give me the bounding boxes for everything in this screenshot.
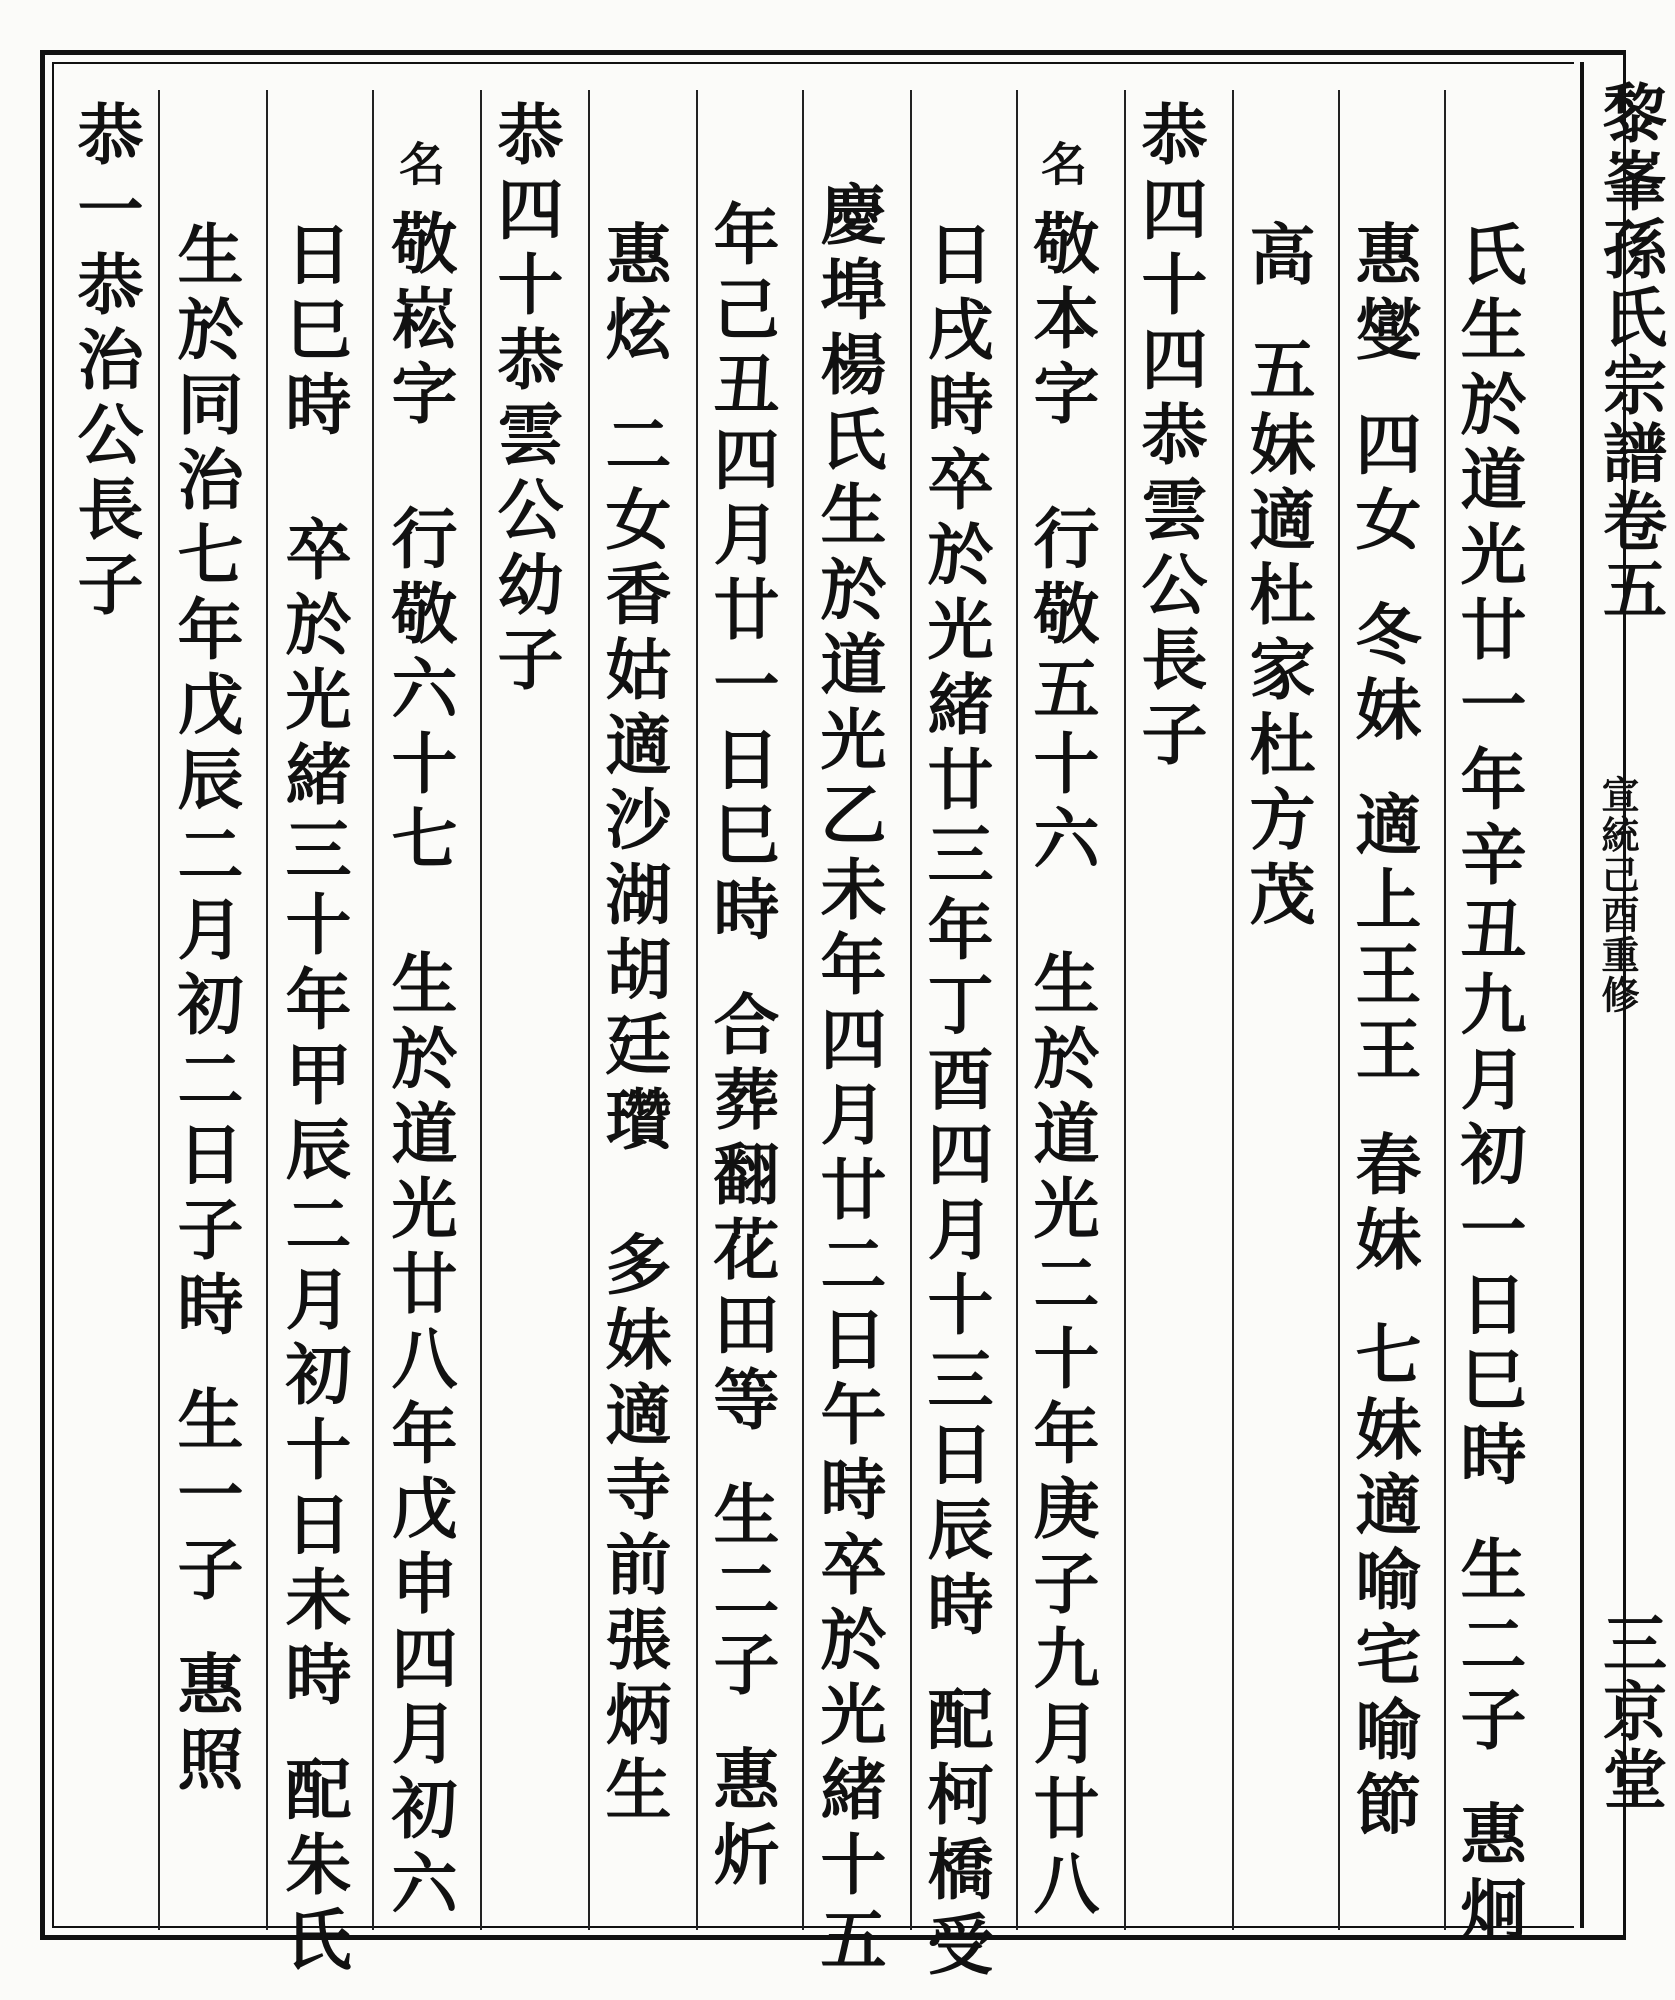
column-segment: 生二子 — [702, 1480, 780, 1705]
column-divider — [480, 90, 482, 1930]
column-segment: 惠照 — [166, 1650, 244, 1800]
column-segment: 七妹適喻宅喻節 — [1344, 1320, 1422, 1845]
column-segment: 行敬五十六 — [1022, 504, 1100, 879]
text-column-3 — [1238, 220, 1316, 935]
column-segment: 名 — [1034, 140, 1088, 195]
column-divider — [1016, 90, 1018, 1930]
column-divider — [1338, 90, 1340, 1930]
column-segment: 配柯橋受 — [916, 1685, 994, 1985]
column-divider — [1124, 90, 1126, 1930]
column-divider — [1444, 90, 1446, 1930]
column-divider — [802, 90, 804, 1930]
text-column-10 — [486, 100, 564, 700]
column-segment: 日戌時卒於光緒廿三年丁酉四月十三日辰時 — [916, 220, 994, 1645]
column-segment: 四女 — [1344, 410, 1422, 560]
column-segment: 行敬六十七 — [380, 504, 458, 879]
column-segment: 適上王王 — [1344, 790, 1422, 1090]
column-segment: 高 — [1238, 220, 1316, 295]
column-segment: 氏生於道光廿一年辛丑九月初一日巳時 — [1449, 220, 1527, 1495]
column-divider — [588, 90, 590, 1930]
text-column-7 — [809, 180, 887, 1980]
margin-hall-name: 三京堂 — [1592, 1610, 1667, 1814]
column-segment: 慶埠楊氏生於道光乙未年四月廿二日午時卒於光緒十五 — [809, 180, 887, 1980]
column-segment: 生於道光二十年庚子九月廿八 — [1022, 949, 1100, 1924]
margin-edition-note: 宣統己酉重修 — [1595, 775, 1640, 1015]
text-column-14 — [66, 100, 144, 625]
column-segment: 惠炯 — [1449, 1800, 1527, 1950]
text-column-9 — [594, 220, 672, 1830]
column-segment: 恭四十四恭雲公長子 — [1130, 100, 1208, 775]
column-segment: 配朱氏 — [274, 1755, 352, 1980]
column-segment: 二女香姑適沙湖胡廷瓚 — [594, 410, 672, 1160]
text-column-2 — [1344, 220, 1422, 1845]
column-segment: 恭一恭治公長子 — [66, 100, 144, 625]
column-segment: 冬妹 — [1344, 600, 1422, 750]
text-column-5 — [1022, 140, 1100, 1924]
column-segment: 年己丑四月廿一日巳時 — [702, 200, 780, 950]
text-column-6 — [916, 220, 994, 1985]
column-segment: 生於同治七年戊辰二月初二日子時 — [166, 220, 244, 1345]
column-divider — [696, 90, 698, 1930]
column-segment: 惠燮 — [1344, 220, 1422, 370]
column-segment: 惠炘 — [702, 1745, 780, 1895]
margin-book-title: 黎峯孫氏宗譜卷五 — [1592, 80, 1667, 624]
column-segment: 日巳時 — [274, 220, 352, 445]
column-segment: 恭四十恭雲公幼子 — [486, 100, 564, 700]
column-segment: 名 — [392, 140, 446, 195]
text-column-11 — [380, 140, 458, 1924]
column-segment: 多妹適寺前張炳生 — [594, 1230, 672, 1830]
column-segment: 生於道光廿八年戊申四月初六 — [380, 949, 458, 1924]
column-segment: 惠炫 — [594, 220, 672, 370]
column-divider — [266, 90, 268, 1930]
text-column-8 — [702, 200, 780, 1895]
column-segment: 合葬翻花田等 — [702, 990, 780, 1440]
column-divider — [372, 90, 374, 1930]
column-segment: 卒於光緒三十年甲辰二月初十日未時 — [274, 515, 352, 1715]
text-column-12 — [274, 220, 352, 1980]
column-divider — [1232, 90, 1234, 1930]
column-segment: 春妹 — [1344, 1130, 1422, 1280]
text-column-13 — [166, 220, 244, 1800]
text-column-4 — [1130, 100, 1208, 775]
column-divider — [158, 90, 160, 1930]
text-column-1 — [1449, 220, 1527, 1950]
column-segment: 五妹適杜家杜方茂 — [1238, 335, 1316, 935]
column-segment: 敬本字 — [1022, 209, 1100, 434]
column-segment: 敬崧字 — [380, 209, 458, 434]
column-segment: 生一子 — [166, 1385, 244, 1610]
column-segment: 生二子 — [1449, 1535, 1527, 1760]
column-divider — [910, 90, 912, 1930]
